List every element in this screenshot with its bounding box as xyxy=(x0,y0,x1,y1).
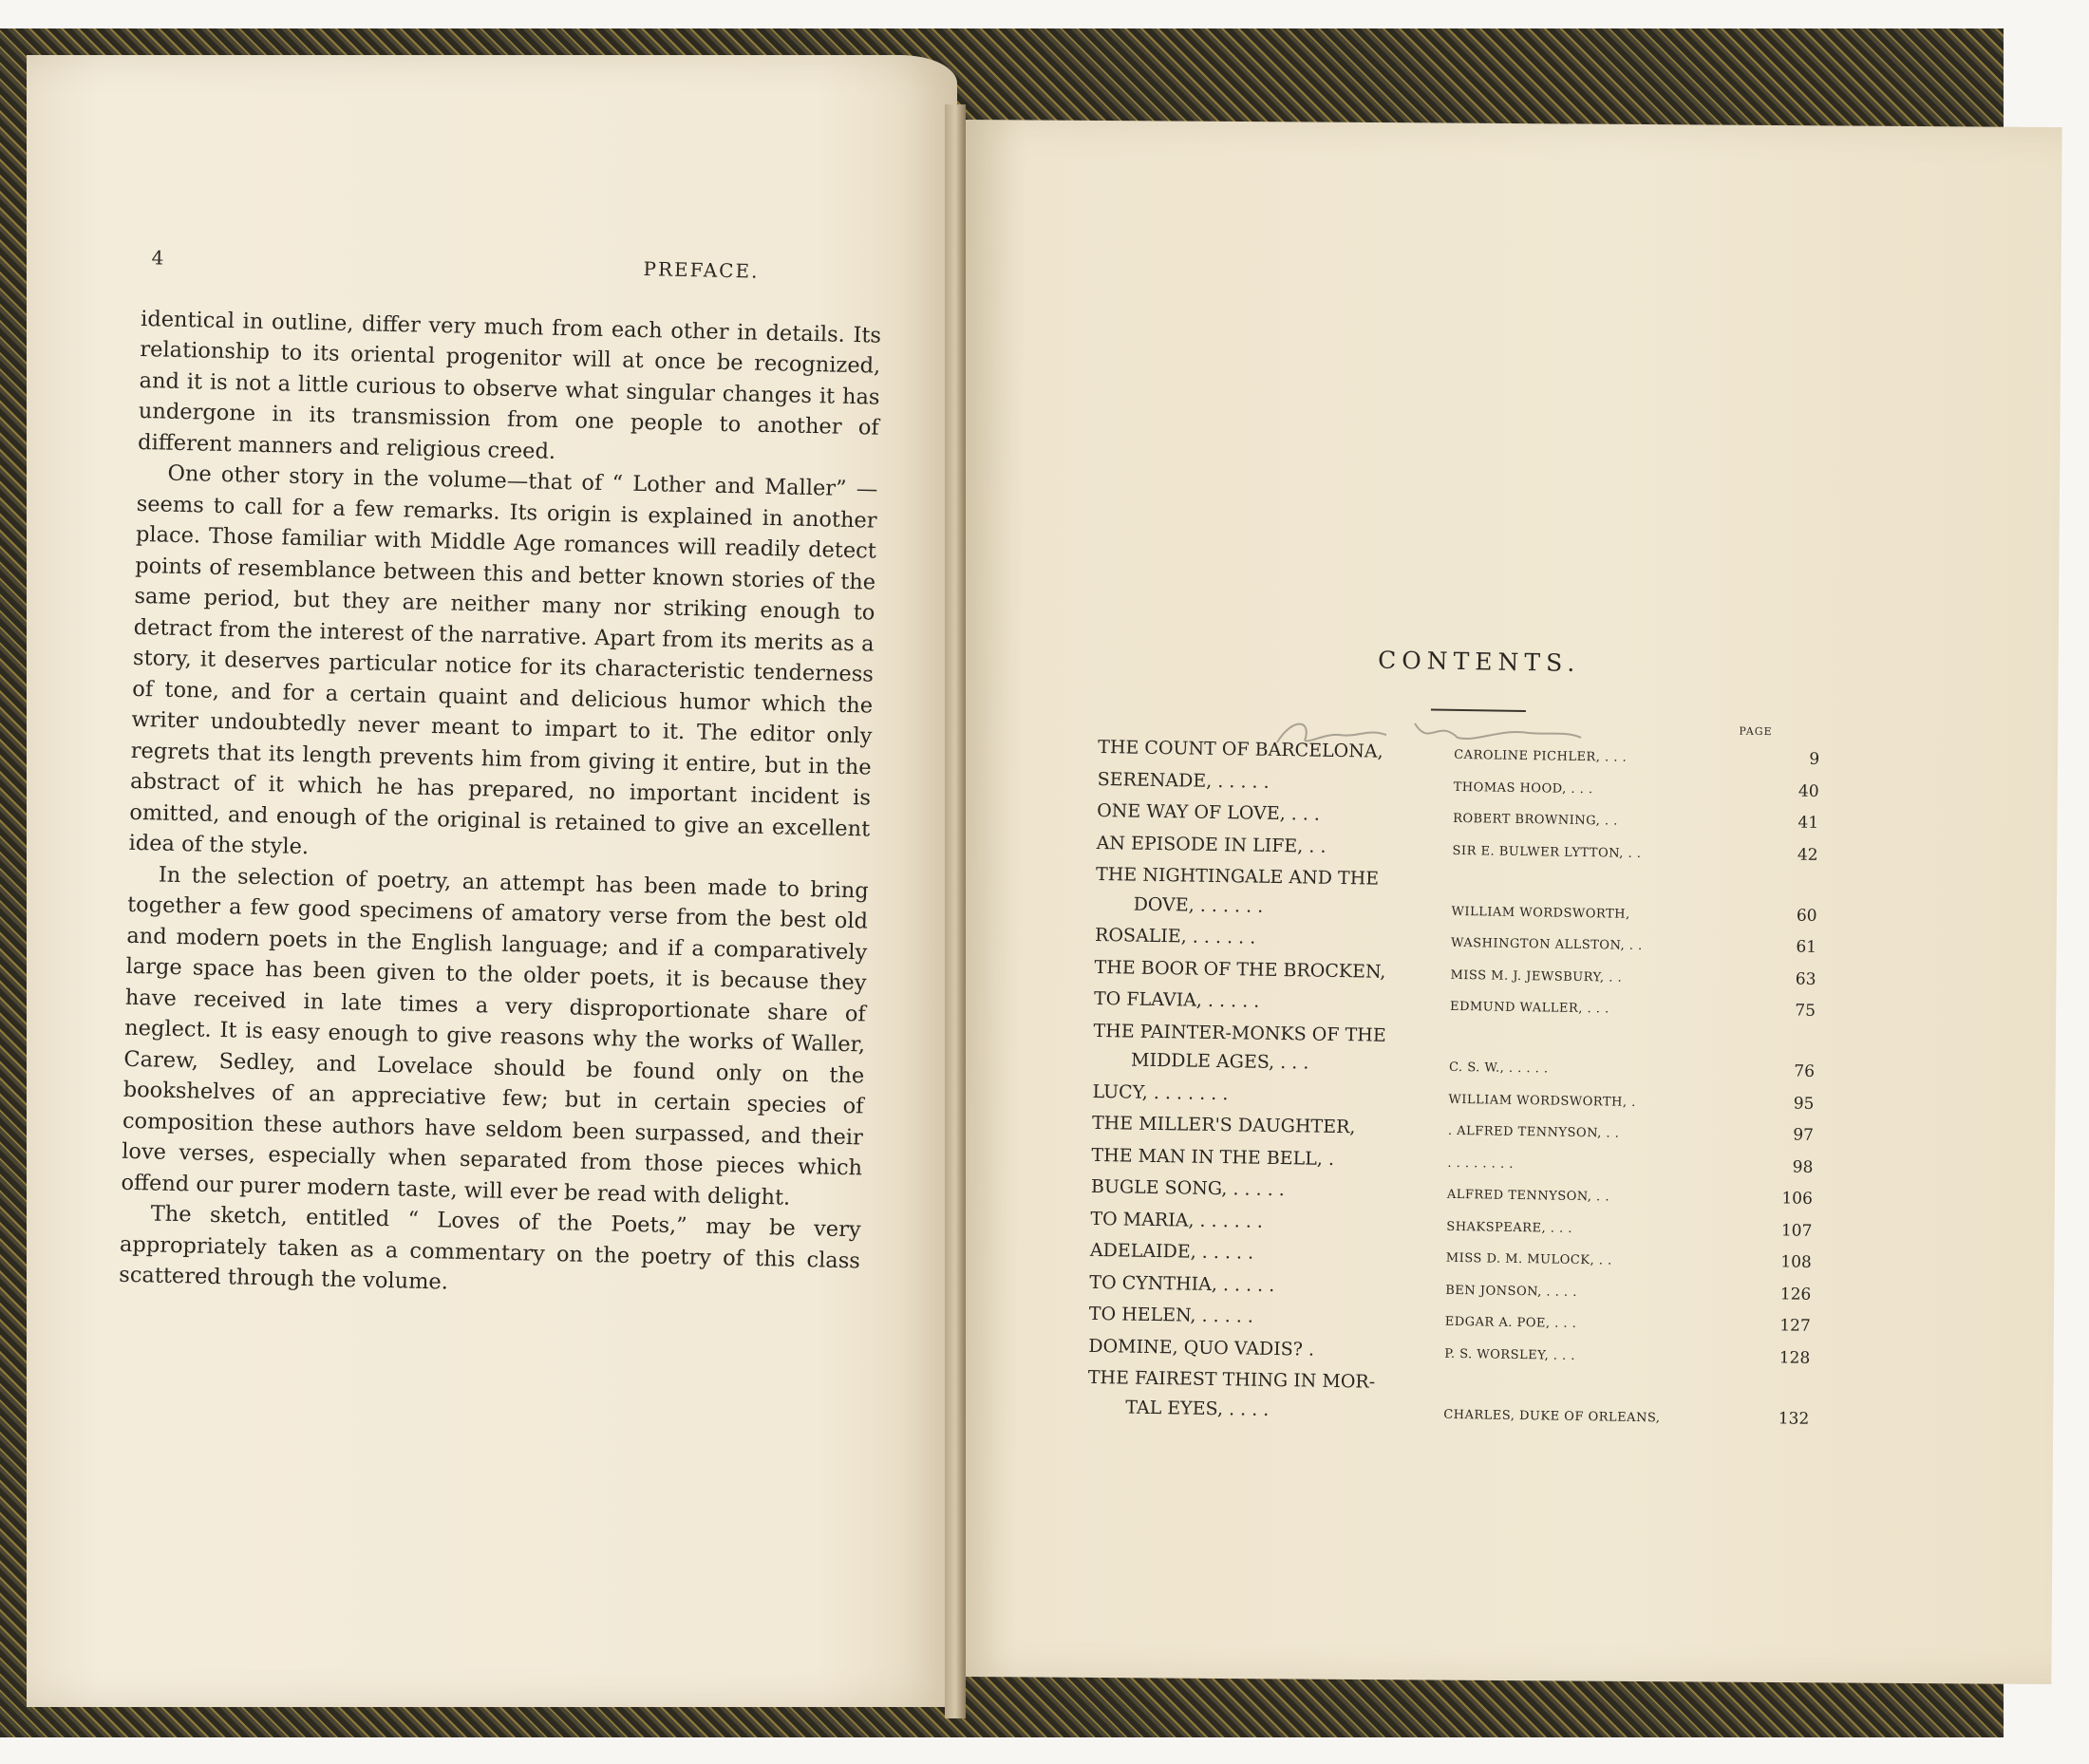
entry-title: LUCY, . . . . . . . xyxy=(1092,1080,1229,1104)
entry-page-number: 42 xyxy=(1797,845,1818,865)
entry-page-number: 132 xyxy=(1778,1408,1810,1429)
entry-author: CAROLINE PICHLER, . . . xyxy=(1454,747,1628,765)
entry-page-number: 60 xyxy=(1796,906,1817,926)
entry-title: BUGLE SONG, . . . . . xyxy=(1090,1175,1285,1201)
entry-author: C. S. W., . . . . . xyxy=(1448,1060,1549,1077)
contents-title: CONTENTS. xyxy=(1377,646,1581,677)
entry-title: TO FLAVIA, . . . . . xyxy=(1093,987,1260,1012)
preface-paragraph: identical in outline, differ very much from each other in details. Its relationship to its oriental progenitor will at once be recognized, and it is not a little curious to observe what singular changes it has undergone in its transmission from one people to another of different manners and religious creed. xyxy=(137,306,882,464)
entry-page-number: 40 xyxy=(1797,781,1819,801)
entry-page-number: 127 xyxy=(1779,1316,1811,1336)
entry-author: THOMAS HOOD, . . . xyxy=(1453,779,1593,797)
entry-title: DOMINE, QUO VADIS? . xyxy=(1088,1335,1315,1361)
entry-author xyxy=(1444,1389,1764,1394)
entry-page-number xyxy=(1769,1047,1815,1048)
entry-author: SHAKSPEARE, . . . xyxy=(1446,1219,1573,1236)
entry-page-number: 126 xyxy=(1779,1284,1812,1304)
entry-title: THE MAN IN THE BELL, . xyxy=(1091,1144,1335,1170)
entry-title: TO CYNTHIA, . . . . . xyxy=(1089,1271,1275,1296)
entry-author: ALFRED TENNYSON, . . xyxy=(1446,1187,1610,1205)
book-gutter xyxy=(945,104,966,1718)
entry-title: TO MARIA, . . . . . . xyxy=(1090,1208,1264,1232)
entry-page-number: 97 xyxy=(1793,1125,1815,1145)
entry-author: EDMUND WALLER, . . . xyxy=(1449,999,1609,1017)
running-head-title: PREFACE. xyxy=(643,256,760,283)
entry-page-number: 75 xyxy=(1795,1001,1816,1021)
entry-title: MIDDLE AGES, . . . xyxy=(1130,1049,1309,1074)
preface-paragraph: In the selection of poetry, an attempt has been made to bring together a few good specimens of amatory verse from the best old and modern poets in the English language; and if a comparatively large space has been given to the older poets, it is because they have received in late times a very disproportionate share of neglect. It is easy enough to give reasons why the works of Waller, Carew, Sedley, and Lovelace should be found only on the bookshelves of an appreciative few; but in certain species of composition these authors have seldom been surpassed, and their love verses, especially when separated from those pieces which offend our purer modern taste, will ever be read with delight. xyxy=(121,862,869,1210)
entry-author xyxy=(1449,1042,1769,1046)
entry-author: WILLIAM WORDSWORTH, xyxy=(1451,904,1630,922)
entry-author: MISS M. J. JEWSBURY, . . xyxy=(1450,967,1623,985)
entry-page-number: 41 xyxy=(1797,813,1819,833)
preface-text-block xyxy=(119,242,883,1307)
entry-title: THE BOOR OF THE BROCKEN, xyxy=(1094,956,1386,983)
entry-page-number: 95 xyxy=(1793,1094,1815,1114)
entry-author: . ALFRED TENNYSON, . . xyxy=(1447,1123,1620,1141)
entry-title: TO HELEN, . . . . . xyxy=(1088,1303,1254,1327)
entry-page-number: 107 xyxy=(1780,1220,1813,1241)
entry-author: CHARLES, DUKE OF ORLEANS, xyxy=(1443,1407,1661,1425)
entry-title: THE FAIREST THING IN MOR- xyxy=(1087,1366,1376,1393)
page-column-label: PAGE xyxy=(1739,724,1773,739)
entry-page-number: 106 xyxy=(1781,1189,1814,1209)
entry-author xyxy=(1452,886,1772,891)
entry-title: THE NIGHTINGALE AND THE xyxy=(1095,863,1380,890)
entry-author: BEN JONSON, . . . . xyxy=(1445,1283,1578,1300)
title-ornament xyxy=(1431,708,1526,712)
entry-title: DOVE, . . . . . . xyxy=(1133,893,1264,917)
preface-paragraph: The sketch, entitled “ Loves of the Poets,” may be very appropriately taken as a commentary on the poetry of this class scattered through the volume. xyxy=(119,1201,861,1295)
entry-page-number: 9 xyxy=(1809,749,1820,769)
entry-page-number: 61 xyxy=(1796,937,1817,957)
entry-author: . . . . . . . . xyxy=(1447,1155,1515,1172)
entry-title: ROSALIE, . . . . . . xyxy=(1094,924,1256,948)
entry-title: THE COUNT OF BARCELONA, xyxy=(1098,736,1383,762)
entry-author: P. S. WORSLEY, . . . xyxy=(1444,1346,1576,1363)
entry-title: THE PAINTER-MONKS OF THE xyxy=(1093,1020,1386,1046)
entry-author: SIR E. BULWER LYTTON, . . xyxy=(1452,843,1642,861)
entry-title: SERENADE, . . . . . xyxy=(1097,768,1270,793)
entry-author: MISS D. M. MULOCK, . . xyxy=(1445,1250,1612,1268)
entry-page-number: 98 xyxy=(1792,1157,1814,1177)
entry-title: TAL EYES, . . . . xyxy=(1125,1397,1270,1420)
contents-block xyxy=(1087,642,1821,1436)
entry-title: ADELAIDE, . . . . . xyxy=(1089,1239,1254,1264)
entry-title: ONE WAY OF LOVE, . . . xyxy=(1097,799,1321,825)
entry-page-number: 128 xyxy=(1778,1347,1811,1368)
contents-list xyxy=(1087,733,1819,1436)
entry-author: ROBERT BROWNING, . . xyxy=(1453,811,1618,829)
preface-paragraph: One other story in the volume—that of “ Lother and Maller” —seems to call for a few remarks. Its origin is explained in another place. Those familiar with Middle Age romances will readily detect points of resemblance between this and better known stories of the same period, but they are neither many nor striking enough to detract from the interest of the narrative. Apart from its merits as a story, it deserves particular notice for its characteristic tenderness of tone, and for a certain quaint and delicious humor which the writer undoubtedly never meant to impart to it. The editor only regrets that its length prevents him from giving it entire, but in the abstract of it which he has prepared, no important incident is omitted, and enough of the original is retained to give an excellent idea of the style. xyxy=(128,460,878,860)
entry-title: THE MILLER'S DAUGHTER, xyxy=(1091,1112,1356,1138)
entry-page-number: 108 xyxy=(1780,1252,1812,1272)
entry-title: AN EPISODE IN LIFE, . . xyxy=(1096,832,1327,857)
entry-page-number: 63 xyxy=(1795,969,1816,989)
entry-page-number xyxy=(1764,1394,1810,1395)
entry-author: EDGAR A. POE, . . . xyxy=(1444,1314,1577,1331)
entry-page-number: 76 xyxy=(1794,1061,1816,1081)
entry-author: WASHINGTON ALLSTON, . . xyxy=(1450,935,1643,954)
page-number: 4 xyxy=(151,246,166,270)
entry-author: WILLIAM WORDSWORTH, . xyxy=(1448,1092,1636,1110)
